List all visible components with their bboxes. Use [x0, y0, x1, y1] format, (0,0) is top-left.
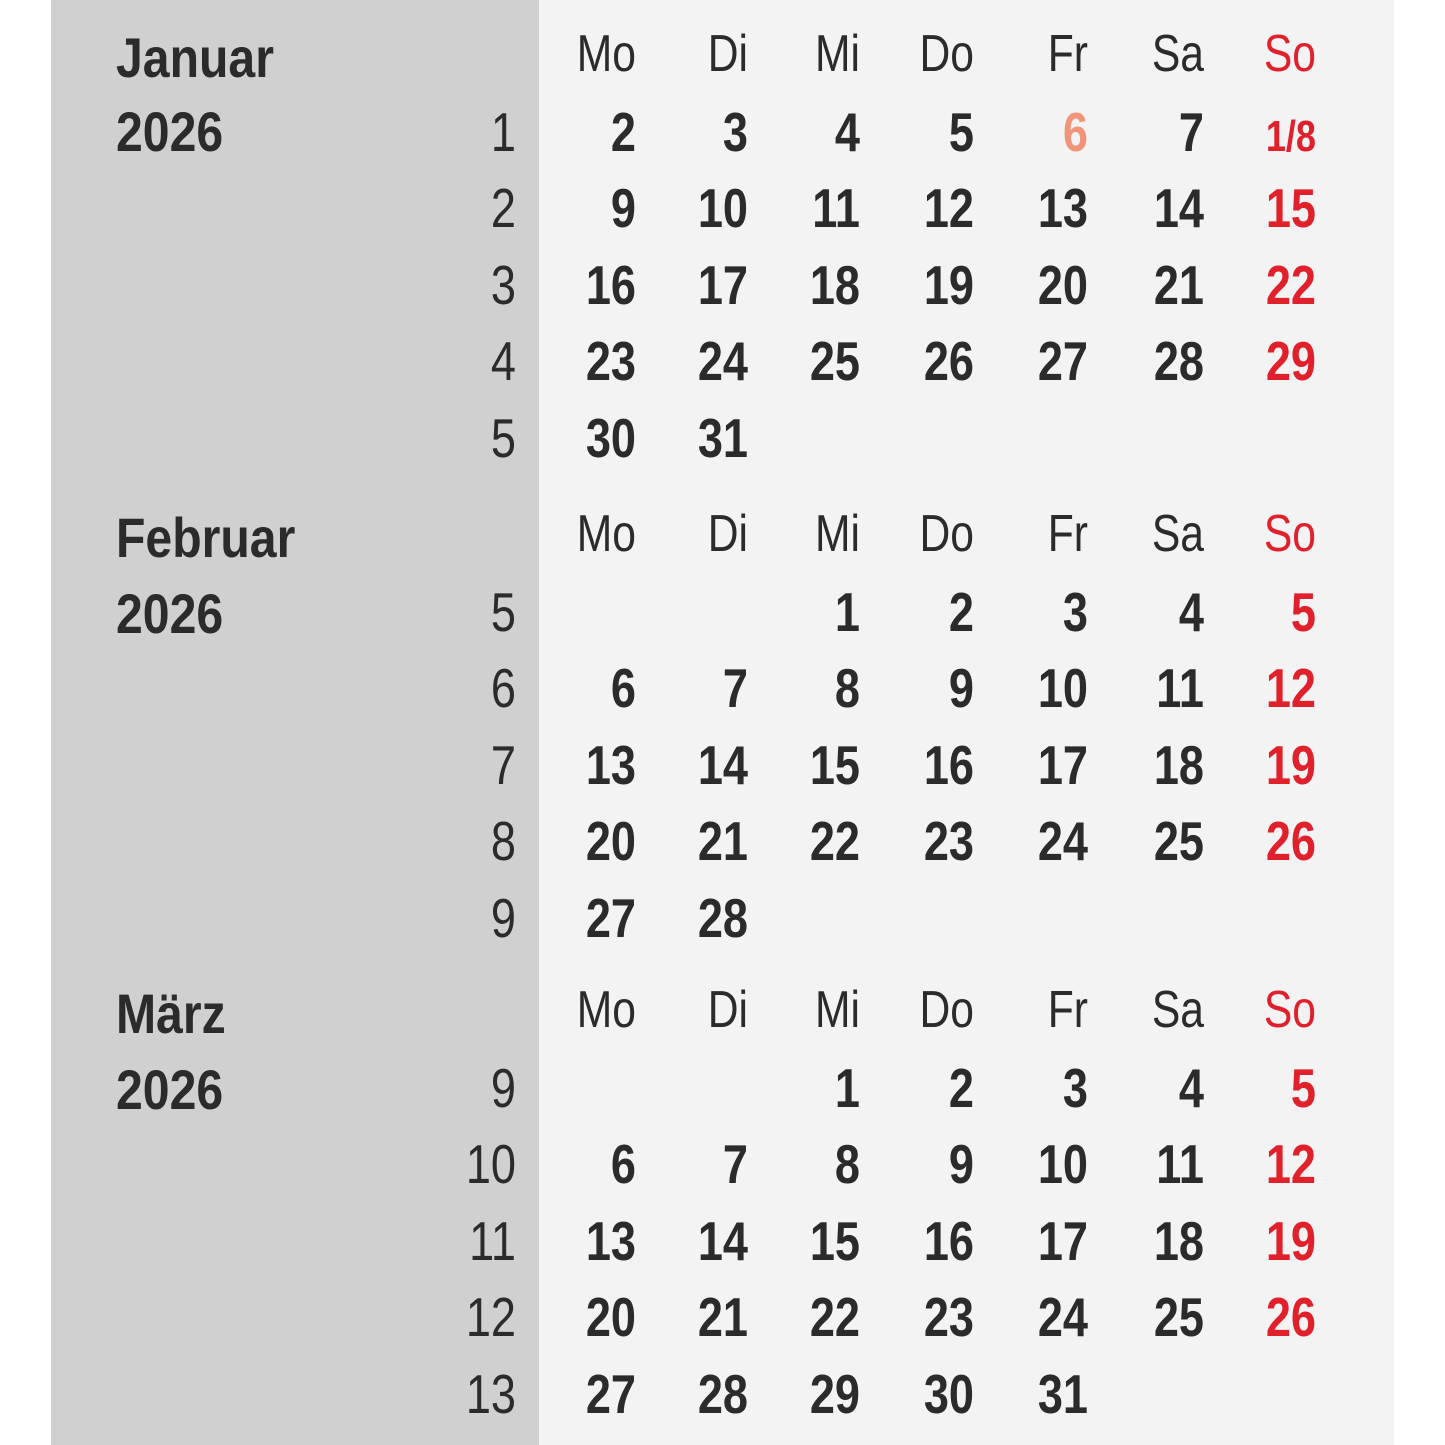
day-cell: 27	[585, 1362, 636, 1425]
week-number: 6	[490, 657, 516, 719]
day-cell: 2	[610, 100, 636, 163]
day-cell: 28	[1153, 330, 1204, 392]
day-cell: 24	[697, 330, 748, 392]
day-cell: 12	[1265, 1133, 1316, 1195]
week-number: 5	[490, 406, 516, 469]
day-cell: 31	[697, 406, 748, 469]
week-number: 3	[490, 253, 516, 316]
day-cell: 19	[1265, 1209, 1316, 1272]
week-number: 7	[490, 733, 516, 796]
day-cell: 21	[1153, 253, 1204, 316]
day-cell: 6	[1062, 100, 1088, 163]
day-cell: 18	[1153, 733, 1204, 796]
day-cell: 9	[948, 657, 974, 719]
day-cell: 3	[1062, 1056, 1088, 1119]
day-cell: 18	[1153, 1209, 1204, 1272]
day-cell: 25	[1153, 810, 1204, 872]
day-cell: 16	[585, 253, 636, 316]
day-cell: 24	[1037, 1286, 1088, 1348]
day-cell: 16	[923, 1209, 974, 1272]
week-number: 9	[490, 1056, 516, 1119]
weekday-header-fr: Fr	[1047, 981, 1088, 1039]
day-cell: 12	[923, 177, 974, 239]
day-cell: 3	[1062, 580, 1088, 643]
day-cell: 25	[809, 330, 860, 392]
day-cell: 21	[697, 1286, 748, 1348]
weekday-header-fr: Fr	[1047, 25, 1088, 83]
weekday-header-sa: Sa	[1151, 981, 1204, 1039]
day-cell: 7	[722, 1133, 748, 1195]
day-cell: 14	[697, 733, 748, 796]
day-cell: 22	[809, 1286, 860, 1348]
day-cell: 17	[1037, 1209, 1088, 1272]
month-year: 2026	[116, 1058, 224, 1121]
month-name: Februar	[116, 506, 296, 569]
month-name: März	[116, 982, 226, 1045]
week-number: 11	[469, 1209, 516, 1272]
day-cell: 20	[585, 810, 636, 872]
weekday-header-do: Do	[919, 505, 974, 563]
week-number: 10	[465, 1133, 516, 1195]
weekday-header-do: Do	[919, 981, 974, 1039]
day-cell: 3	[722, 100, 748, 163]
day-cell: 30	[923, 1362, 974, 1425]
weekday-header-mo: Mo	[576, 505, 636, 563]
day-cell: 29	[1265, 330, 1316, 392]
day-cell: 30	[585, 406, 636, 469]
week-number: 5	[490, 580, 516, 643]
day-cell: 13	[585, 1209, 636, 1272]
week-number: 12	[465, 1286, 516, 1348]
week-number: 13	[465, 1362, 516, 1425]
day-cell: 26	[1265, 810, 1316, 872]
day-cell: 15	[1265, 177, 1316, 239]
day-cell: 23	[923, 810, 974, 872]
day-cell: 21	[697, 810, 748, 872]
weekday-header-di: Di	[707, 25, 748, 83]
weekday-header-so: So	[1263, 25, 1316, 83]
weekday-header-fr: Fr	[1047, 505, 1088, 563]
day-cell: 15	[809, 1209, 860, 1272]
week-number: 2	[490, 177, 516, 239]
day-cell: 8	[834, 1133, 860, 1195]
day-cell: 12	[1265, 657, 1316, 719]
day-cell: 25	[1153, 1286, 1204, 1348]
month-year: 2026	[116, 100, 224, 163]
day-cell: 9	[948, 1133, 974, 1195]
day-cell: 1	[834, 1056, 860, 1119]
day-cell: 1/8	[1265, 111, 1316, 161]
day-cell: 16	[923, 733, 974, 796]
day-cell: 19	[1265, 733, 1316, 796]
day-cell: 9	[610, 177, 636, 239]
day-cell: 31	[1037, 1362, 1088, 1425]
day-cell: 27	[585, 886, 636, 949]
weekday-header-mi: Mi	[815, 505, 860, 563]
day-cell: 14	[1153, 177, 1204, 239]
weekday-header-mo: Mo	[576, 981, 636, 1039]
day-cell: 8	[834, 657, 860, 719]
day-cell: 10	[1037, 1133, 1088, 1195]
week-number: 1	[490, 100, 516, 163]
day-cell: 26	[923, 330, 974, 392]
day-cell: 6	[610, 657, 636, 719]
day-cell: 15	[809, 733, 860, 796]
weekday-header-di: Di	[707, 981, 748, 1039]
day-cell: 4	[1178, 580, 1204, 643]
day-cell: 18	[809, 253, 860, 316]
day-cell: 11	[1156, 657, 1204, 719]
weekday-header-so: So	[1263, 981, 1316, 1039]
weekday-header-so: So	[1263, 505, 1316, 563]
day-cell: 7	[722, 657, 748, 719]
day-cell: 22	[809, 810, 860, 872]
day-cell: 20	[585, 1286, 636, 1348]
day-cell: 27	[1037, 330, 1088, 392]
day-cell: 2	[948, 580, 974, 643]
weekday-header-mi: Mi	[815, 981, 860, 1039]
day-cell: 29	[809, 1362, 860, 1425]
day-cell: 13	[1037, 177, 1088, 239]
day-cell: 11	[1156, 1133, 1204, 1195]
day-cell: 28	[697, 1362, 748, 1425]
day-cell: 5	[1290, 1056, 1316, 1119]
day-cell: 19	[923, 253, 974, 316]
weekday-header-sa: Sa	[1151, 25, 1204, 83]
day-cell: 10	[697, 177, 748, 239]
day-cell: 4	[834, 100, 860, 163]
month-year: 2026	[116, 582, 224, 645]
week-number: 4	[490, 330, 516, 392]
weekday-header-di: Di	[707, 505, 748, 563]
day-cell: 7	[1178, 100, 1204, 163]
day-cell: 26	[1265, 1286, 1316, 1348]
day-cell: 1	[834, 580, 860, 643]
day-cell: 22	[1265, 253, 1316, 316]
day-cell: 11	[812, 177, 860, 239]
day-cell: 23	[585, 330, 636, 392]
day-cell: 5	[1290, 580, 1316, 643]
day-cell: 4	[1178, 1056, 1204, 1119]
day-cell: 24	[1037, 810, 1088, 872]
day-cell: 28	[697, 886, 748, 949]
day-cell: 13	[585, 733, 636, 796]
week-number: 8	[490, 810, 516, 872]
week-number: 9	[490, 886, 516, 949]
day-cell: 17	[1037, 733, 1088, 796]
day-cell: 6	[610, 1133, 636, 1195]
weekday-header-mi: Mi	[815, 25, 860, 83]
weekday-header-do: Do	[919, 25, 974, 83]
day-cell: 20	[1037, 253, 1088, 316]
day-cell: 2	[948, 1056, 974, 1119]
day-cell: 14	[697, 1209, 748, 1272]
month-name: Januar	[116, 26, 274, 89]
day-cell: 17	[697, 253, 748, 316]
day-cell: 10	[1037, 657, 1088, 719]
weekday-header-mo: Mo	[576, 25, 636, 83]
day-cell: 23	[923, 1286, 974, 1348]
day-cell: 5	[948, 100, 974, 163]
weekday-header-sa: Sa	[1151, 505, 1204, 563]
